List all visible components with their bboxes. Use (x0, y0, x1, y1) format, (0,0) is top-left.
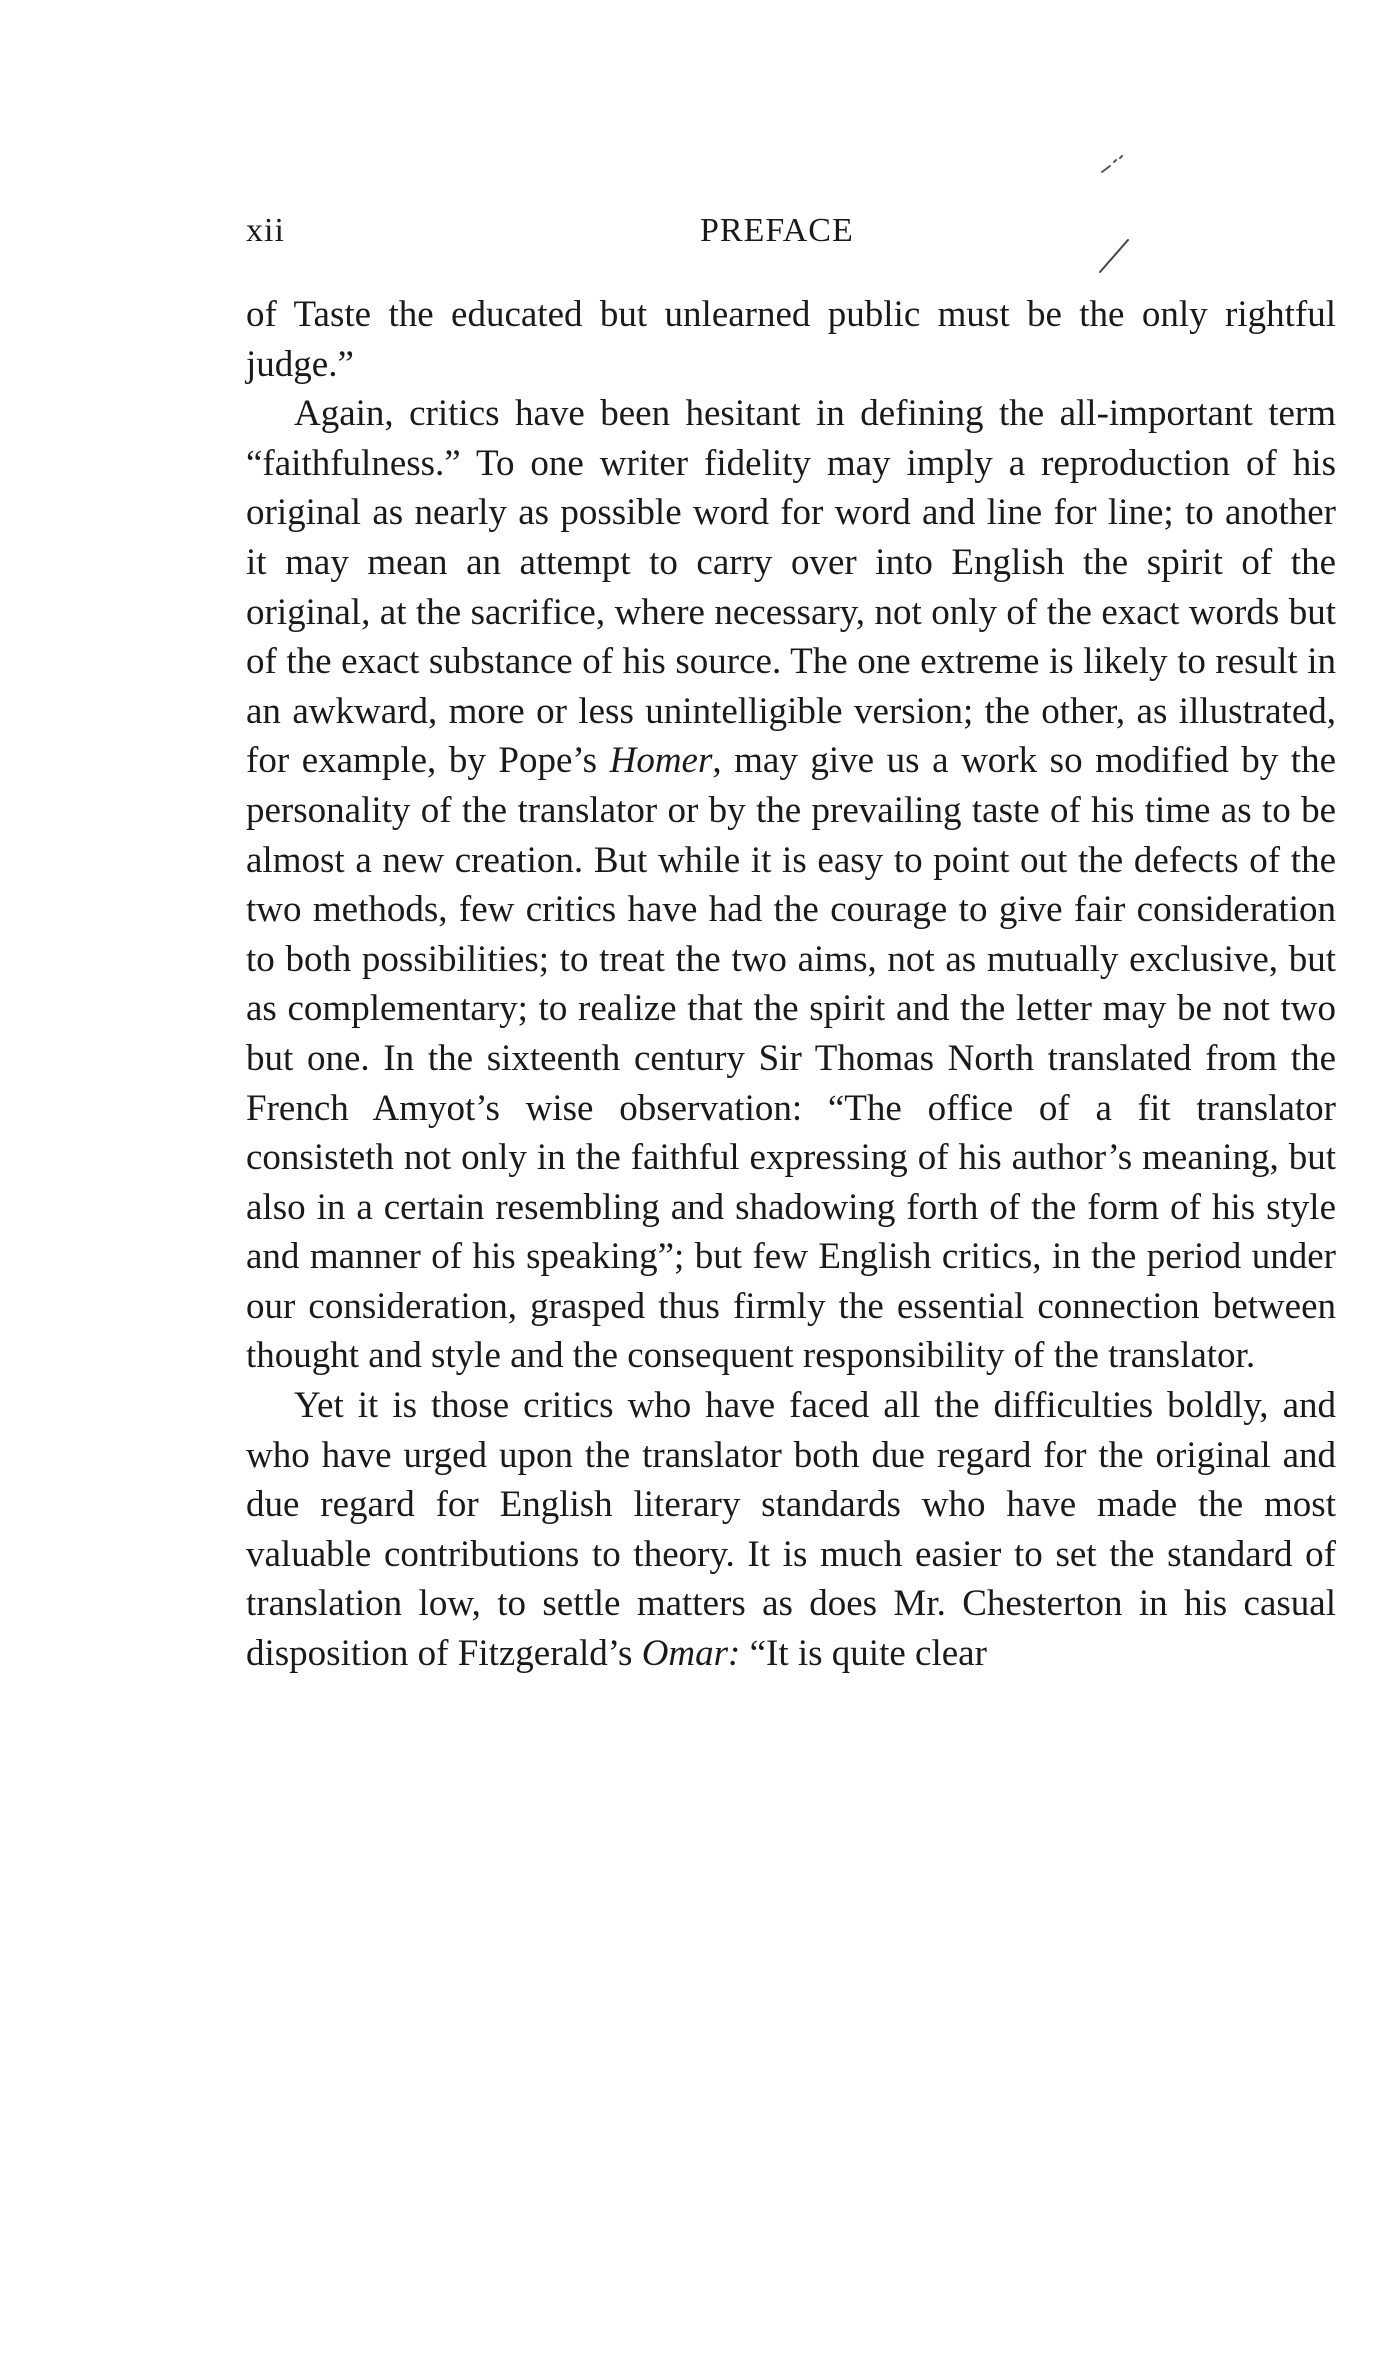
body-text (246, 290, 1336, 1679)
italic-title: Homer (609, 740, 713, 782)
text-run: Again, critics have been hesitant in defining the all-important term “faithfulness.” To one writer fidelity may imply a reproduction of his original as nearly as possible word for word and line for line; to another it may mean an attempt to carry over into English the spirit of the original, at the sacrifice, where necessary, not only of the exact words but of the exact substance of his source. The one extreme is likely to result in an awkward, more or less unintelligible version; the other, as illustrated, for example, by Pope’s (246, 393, 1336, 782)
paragraph (246, 1381, 1336, 1679)
running-head (246, 212, 1336, 262)
paragraph (246, 389, 1336, 1381)
paragraph-continued (246, 290, 1336, 389)
running-title: PREFACE (700, 212, 854, 249)
text-run: of Taste the educated but unlearned public must be the only rightful judge.” (246, 294, 1336, 385)
italic-title: Omar: (641, 1633, 741, 1675)
page-number: xii (246, 212, 285, 249)
text-run: “It is quite clear (740, 1633, 987, 1675)
text-run: Yet it is those critics who have faced all the difficulties boldly, and who have urged upon the translator both due regard for the original and due regard for English literary standards who have made the most valuable contributions to theory. It is much easier to set the standard of translation low, to settle matters as does Mr. Chesterton in his casual disposition of Fitzgerald’s (246, 1385, 1336, 1675)
text-run: , may give us a work so modified by the personality of the translator or by the prevailing taste of his time as to be almost a new creation. But while it is easy to point out the defects of the two methods, few critics have had the courage to give fair consideration to both possibilities; to treat the two aims, not as mutually exclusive, but as complementary; to realize that the spirit and the letter may be not two but one. In the sixteenth century Sir Thomas North translated from the French Amyot’s wise observation: “The office of a fit translator consisteth not only in the faithful expressing of his author’s meaning, but also in a certain resembling and shadowing forth of the form of his style and manner of his speaking”; but few English critics, in the period under our consideration, grasped thus firmly the essential connection between thought and style and the consequent responsibility of the translator. (246, 740, 1336, 1377)
pencil-mark-icon (1080, 140, 1160, 280)
